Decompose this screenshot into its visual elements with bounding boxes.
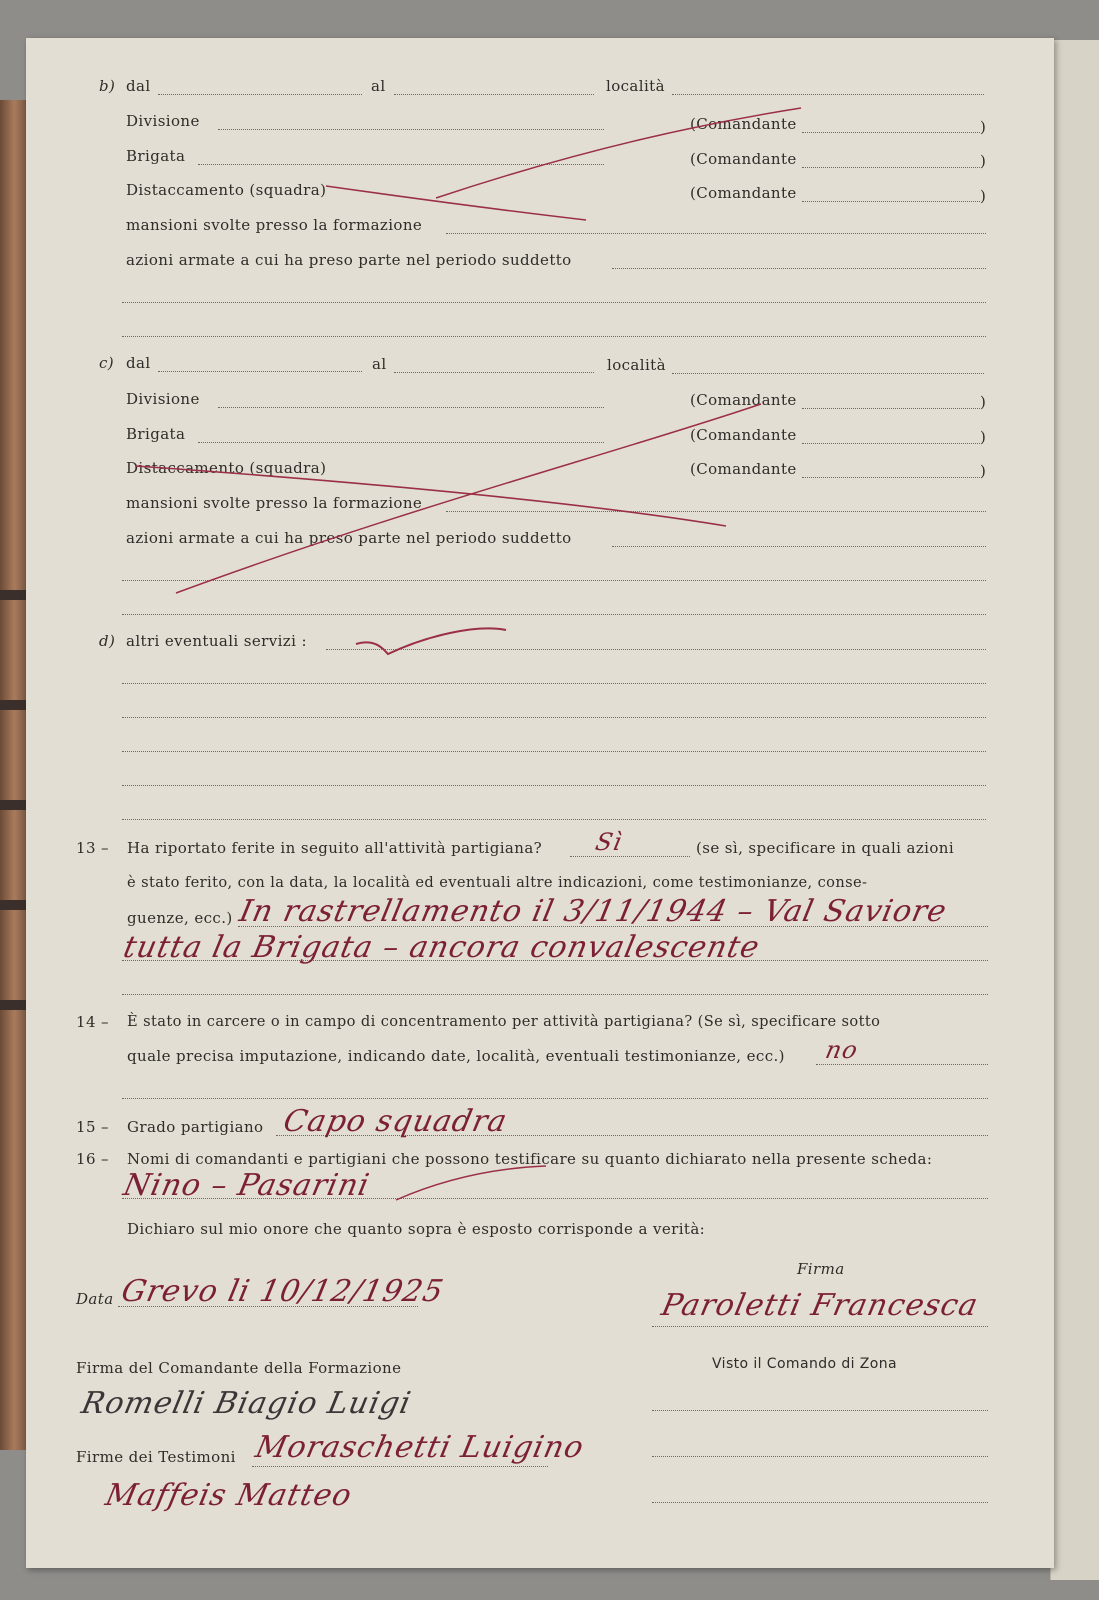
dotted-line xyxy=(252,1466,548,1467)
dotted-line xyxy=(802,132,980,133)
q14-line1: È stato in carcere o in campo di concentramento per attività partigiana? (Se sì, specificare sotto xyxy=(127,1013,881,1030)
dotted-line xyxy=(802,408,980,409)
dotted-line xyxy=(570,856,690,857)
q16-label: Nomi di comandanti e partigiani che possono testificare su quanto dichiarato nella presente scheda: xyxy=(127,1150,933,1168)
dotted-line xyxy=(394,94,594,95)
dotted-line xyxy=(802,477,980,478)
q13-line1: Ha riportato ferite in seguito all'attività partigiana? xyxy=(127,839,543,857)
section-b-al: al xyxy=(371,77,386,95)
binder-strip xyxy=(0,100,26,1450)
q13-line3: guenze, ecc.) xyxy=(127,909,233,927)
section-c-mansioni: mansioni svolte presso la formazione xyxy=(126,494,423,512)
q13-number: 13 – xyxy=(76,839,109,857)
q13-answer-line1: In rastrellamento il 3/11/1944 – Val Saviore xyxy=(236,894,951,929)
section-b-mansioni: mansioni svolte presso la formazione xyxy=(126,216,423,234)
next-page-edge xyxy=(1050,40,1099,1580)
dotted-line xyxy=(122,336,986,337)
q15-label: Grado partigiano xyxy=(127,1118,264,1136)
paren: ) xyxy=(980,152,987,170)
section-b-divisione: Divisione xyxy=(126,112,200,130)
q14-answer: no xyxy=(823,1036,861,1064)
testimone-1-signature: Moraschetti Luigino xyxy=(252,1430,588,1465)
dotted-line xyxy=(802,167,980,168)
dotted-line xyxy=(122,580,986,581)
testimone-2-signature: Maffeis Matteo xyxy=(102,1478,356,1513)
q14-line2: quale precisa imputazione, indicando date, località, eventuali testimonianze, ecc.) xyxy=(127,1047,785,1065)
section-c-localita: località xyxy=(607,356,666,374)
dotted-line xyxy=(122,785,986,786)
form-sheet xyxy=(26,38,1054,1568)
dotted-line xyxy=(652,1502,988,1503)
declaration: Dichiaro sul mio onore che quanto sopra è esposto corrisponde a verità: xyxy=(127,1220,706,1238)
underline-q16 xyxy=(396,1166,546,1200)
section-c-comandante-2: (Comandante xyxy=(690,426,797,444)
check-d xyxy=(356,628,506,654)
dotted-line xyxy=(652,1410,988,1411)
dotted-line xyxy=(218,129,604,130)
dotted-line xyxy=(122,1098,988,1099)
dotted-line xyxy=(198,164,604,165)
firma-label: Firma xyxy=(797,1260,845,1278)
dotted-line xyxy=(816,1064,988,1065)
visto-label: Visto il Comando di Zona xyxy=(712,1356,897,1372)
section-b-brigata: Brigata xyxy=(126,147,186,165)
dotted-line xyxy=(446,233,986,234)
section-c-al: al xyxy=(372,355,387,373)
q13-line1b: (se sì, specificare in quali azioni xyxy=(696,839,955,857)
dotted-line xyxy=(198,442,604,443)
q15-answer: Capo squadra xyxy=(280,1104,511,1139)
paren: ) xyxy=(980,393,987,411)
dotted-line xyxy=(218,407,604,408)
section-c-dal: dal xyxy=(126,354,151,372)
testimoni-label: Firme dei Testimoni xyxy=(76,1448,236,1466)
q15-number: 15 – xyxy=(76,1118,109,1136)
dotted-line xyxy=(612,546,986,547)
dotted-line xyxy=(158,371,362,372)
section-b-comandante-3: (Comandante xyxy=(690,184,797,202)
dotted-line xyxy=(672,94,984,95)
dotted-line xyxy=(446,511,986,512)
comandante-formazione-signature: Romelli Biagio Luigi xyxy=(78,1386,415,1421)
dotted-line xyxy=(122,994,988,995)
dotted-line xyxy=(394,372,594,373)
paren: ) xyxy=(980,118,987,136)
dotted-line xyxy=(122,819,986,820)
dotted-line xyxy=(122,751,986,752)
section-c-letter: c) xyxy=(99,354,115,372)
paren: ) xyxy=(980,428,987,446)
data-label: Data xyxy=(76,1290,114,1308)
section-b-comandante-1: (Comandante xyxy=(690,115,797,133)
dotted-line xyxy=(672,373,984,374)
section-c-divisione: Divisione xyxy=(126,390,200,408)
q13-line2: è stato ferito, con la data, la località ed eventuali altre indicazioni, come testimonianze, conse- xyxy=(127,874,868,891)
section-b-localita: località xyxy=(606,77,665,95)
dotted-line xyxy=(122,683,986,684)
section-d-label: altri eventuali servizi : xyxy=(126,632,307,650)
dotted-line xyxy=(612,268,986,269)
section-b-distaccamento: Distaccamento (squadra) xyxy=(126,181,327,199)
dotted-line xyxy=(122,302,986,303)
section-d-letter: d) xyxy=(99,632,116,650)
q16-answer: Nino – Pasarini xyxy=(120,1168,373,1203)
paren: ) xyxy=(980,187,987,205)
strike-b-1 xyxy=(326,186,586,220)
dotted-line xyxy=(122,717,986,718)
comandante-formazione-label: Firma del Comandante della Formazione xyxy=(76,1359,402,1377)
section-c-comandante-3: (Comandante xyxy=(690,460,797,478)
dotted-line xyxy=(652,1326,988,1327)
dotted-line xyxy=(158,94,362,95)
q13-answer-line2: tutta la Brigata – ancora convalescente xyxy=(120,930,764,965)
data-value: Grevo li 10/12/1925 xyxy=(118,1274,447,1309)
dotted-line xyxy=(326,649,986,650)
section-c-azioni: azioni armate a cui ha preso parte nel periodo suddetto xyxy=(126,529,572,547)
q13-answer-yes: Sì xyxy=(593,828,626,856)
section-c-distaccamento: Distaccamento (squadra) xyxy=(126,459,327,477)
q16-number: 16 – xyxy=(76,1150,109,1168)
section-b-comandante-2: (Comandante xyxy=(690,150,797,168)
dotted-line xyxy=(802,443,980,444)
section-c-brigata: Brigata xyxy=(126,425,186,443)
q14-number: 14 – xyxy=(76,1013,109,1031)
section-c-comandante-1: (Comandante xyxy=(690,391,797,409)
paren: ) xyxy=(980,462,987,480)
dotted-line xyxy=(122,614,986,615)
section-b-dal: dal xyxy=(126,77,151,95)
section-b-azioni: azioni armate a cui ha preso parte nel periodo suddetto xyxy=(126,251,572,269)
firma-signature: Paroletti Francesca xyxy=(658,1288,982,1323)
dotted-line xyxy=(802,201,980,202)
dotted-line xyxy=(652,1456,988,1457)
section-b-letter: b) xyxy=(99,77,116,95)
